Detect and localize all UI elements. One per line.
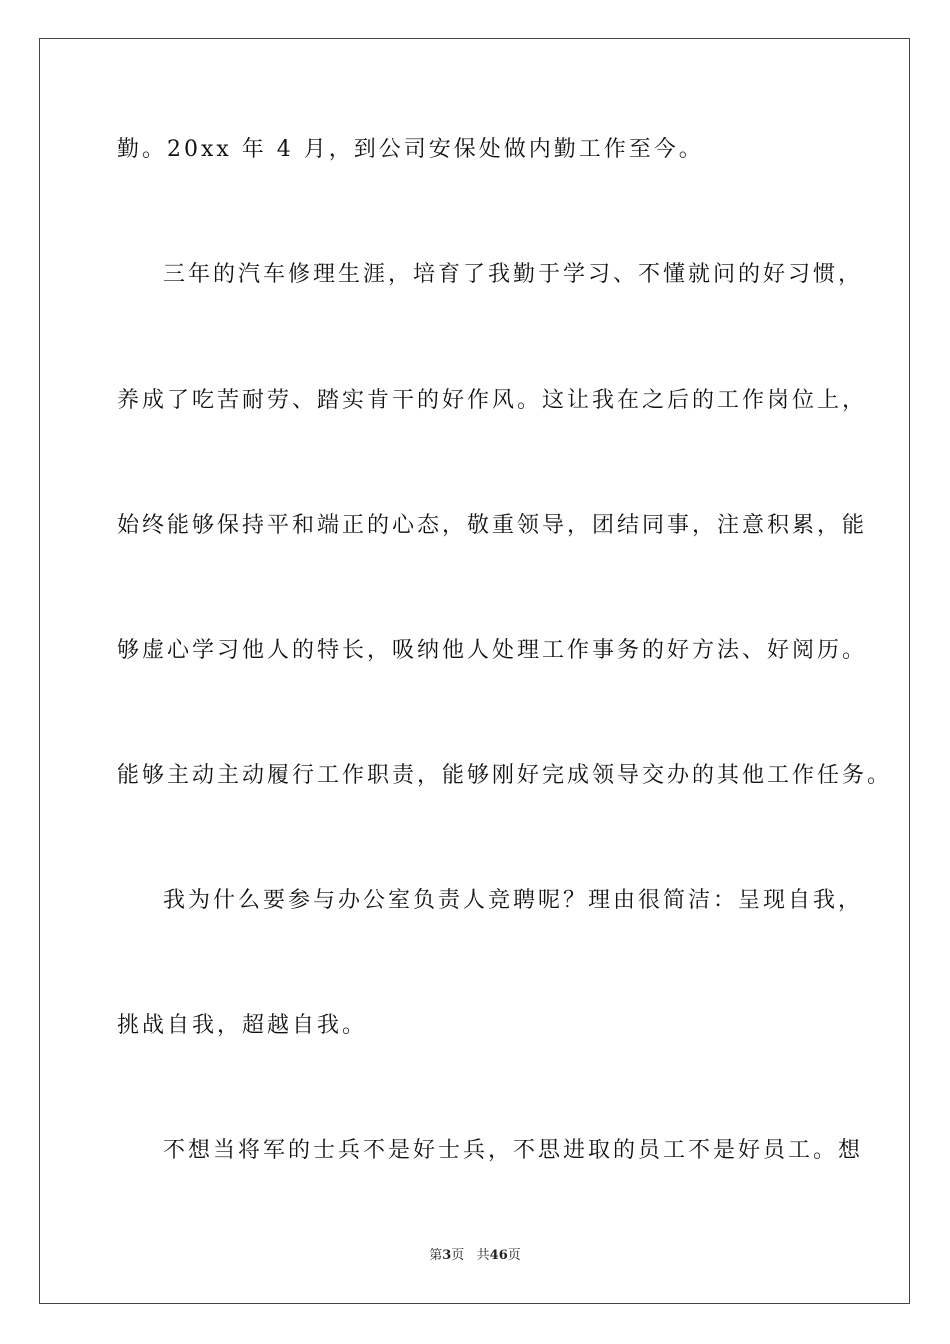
total-page-count: 46 <box>489 1248 508 1263</box>
text-line-5: 够虚心学习他人的特长，吸纳他人处理工作事务的好方法、好阅历。 <box>117 638 868 663</box>
page-footer <box>0 1247 950 1265</box>
text-line-6: 能够主动主动履行工作职责，能够刚好完成领导交办的其他工作任务。 <box>117 763 893 788</box>
footer-suffix: 页 <box>507 1248 521 1263</box>
text-line-9: 不想当将军的士兵不是好士兵，不思进取的员工不是好员工。想 <box>163 1138 864 1163</box>
text-line-1: 勤。20xx 年 4 月，到公司安保处做内勤工作至今。 <box>117 137 704 162</box>
text-line-3: 养成了吃苦耐劳、踏实肯干的好作风。这让我在之后的工作岗位上， <box>117 388 868 413</box>
footer-mid: 页 共 <box>451 1248 490 1263</box>
text-line-2: 三年的汽车修理生涯，培育了我勤于学习、不懂就问的好习惯， <box>163 262 864 287</box>
page-border <box>39 38 910 1304</box>
text-line-7: 我为什么要参与办公室负责人竞聘呢？理由很简洁：呈现自我， <box>163 888 864 913</box>
text-line-4: 始终能够保持平和端正的心态，敬重领导，团结同事，注意积累，能 <box>117 513 868 538</box>
current-page-number: 3 <box>442 1248 452 1263</box>
text-line-8: 挑战自我，超越自我。 <box>117 1013 368 1038</box>
footer-prefix: 第 <box>429 1248 443 1263</box>
